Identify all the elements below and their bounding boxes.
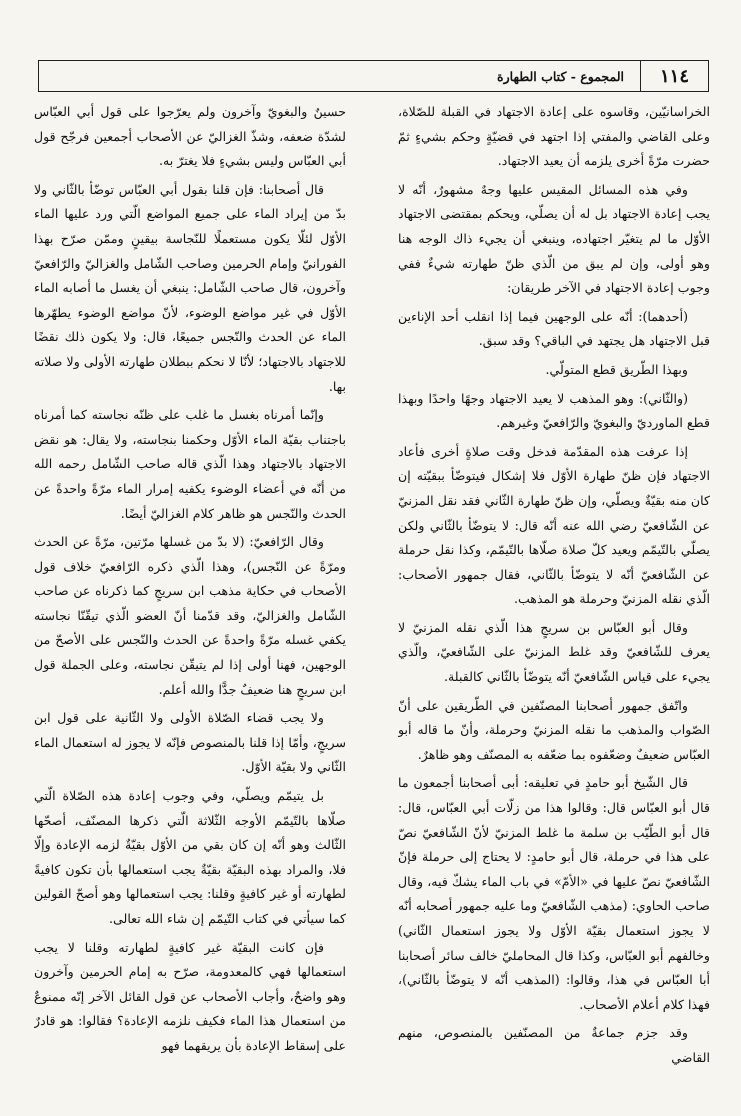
paragraph: الخراسانيّين، وقاسوه على إعادة الاجتهاد في القبلة للصّلاة، وعلى القاضي والمفتي إذا اجتهد في قضيّةٍ وحكم بشيءٍ ثمّ حضرت مرّةً أخرى يلزمه أن يعيد الاجتهاد. bbox=[398, 104, 710, 169]
paragraph: فإن كانت البقيّة غير كافيةٍ لطهارته وقلنا لا يجب استعمالها فهي كالمعدومة، صرّح به إمام الحرمين وآخرون وهو واضحٌ، وأجاب الأصحاب عن قول القائل الآخر إنّه ممنوعٌ من استعمال هذا الماء فكيف نلزمه الإعادة؟ فقالوا: هو قادرٌ على إسقاط الإعادة بأن يريقهما فهو bbox=[34, 939, 346, 1053]
paragraph: إذا عرفت هذه المقدّمة فدخل وقت صلاةٍ أخرى فأعاد الاجتهاد فإن ظنّ طهارة الأوّل فلا إشكال فيتوضّأ ببقيّته إن كان منه بقيّةٌ ويصلّي، وإن ظنّ طهارة الثّاني فقد نقل المزنيّ عن الشّافعيّ رضي الله عنه أنّه قال: لا يتوضّأ بالثّاني ولكن يصلّي بالتّيمّم ويعيد كلّ صلاة صلّاها بالتّيمّم، وكذا نقل حرملة عن الشّافعيّ أنّه لا يتوضّأ بالثّاني، فقال جمهور الأصحاب: الّذي نقله المزنيّ وحرملة هو المذهب. bbox=[398, 443, 710, 607]
paragraph: وفي هذه المسائل المقيس عليها وجهٌ مشهورٌ، أنّه لا يجب إعادة الاجتهاد بل له أن يصلّي، ويحكم بمقتضى الاجتهاد الأوّل ما لم يتغيّر اجتهاده، وينبغي أن يجيء ذاك الوجه هنا وهو أولى، وإن لم يبق من الّذي ظنّ طهارته شيءٌ ففي وجوب إعادة الاجتهاد في الآخر طريقان: bbox=[398, 181, 710, 296]
paragraph: بل يتيمّم ويصلّي، وفي وجوب إعادة هذه الصّلاة الّتي صلّاها بالتّيمّم الأوجه الثّلاثة الّتي ذكرها المصنّف، أصحّها الثّالث وهو أنّه إن كان بقي من الأوّل بقيّةٌ لزمه الإعادة وإلّا فلا، والمراد بهذه البقيّة بقيّةٌ يجب استعمالها بأن تكون كافيةً لطهارته أو غير كافيةٍ وقلنا: يجب استعمالها وهو أصحّ القولين كما سيأتي في كتاب التّيمّم إن شاء الله تعالى. bbox=[34, 788, 346, 926]
right-column bbox=[398, 100, 710, 1100]
page-header bbox=[38, 60, 709, 92]
paragraph: واتّفق جمهور أصحابنا المصنّفين في الطّريقين على أنّ الصّواب والمذهب ما نقله المزنيّ وحرملة، وأنّ ما قاله أبو العبّاس ضعيفٌ وضعّفوه بما ضعّفه به المصنّف وهو ظاهرٌ. bbox=[398, 697, 710, 762]
paragraph: ولا يجب قضاء الصّلاة الأولى ولا الثّانية على قول ابن سريجٍ، وأمّا إذا قلنا بالمنصوص فإنّه لا يجوز له استعمال الماء الثّاني ولا بقيّة الأوّل. bbox=[34, 710, 346, 775]
paragraph: (أحدهما): أنّه على الوجهين فيما إذا انقلب أحد الإناءين قبل الاجتهاد هل يجتهد في الباقي؟ وقد سبق. bbox=[398, 308, 710, 349]
paragraph: قال أصحابنا: فإن قلنا بقول أبي العبّاس توضّأ بالثّاني ولا بدّ من إيراد الماء على جميع المواضع الّتي ورد عليها الماء الأوّل لئلّا يكون مستعملًا للنّجاسة بيقينٍ وممّن صرّح بهذا الفورانيّ وإمام الحرمين وصاحب الشّامل والغزاليّ والرّافعيّ وآخرون، قال صاحب الشّامل: ينبغي أن يغسل ما أصابه الماء الأوّل في غير مواضع الوضوء، لأنّ مواضع الوضوء يطهّرها الماء عن الحدث والنّجس جميعًا، قال: ولا يكون ذلك نقضًا للاجتهاد بالاجتهاد؛ لأنّا لا نحكم ببطلان طهارته الأولى ولا صلاته بها. bbox=[34, 181, 346, 394]
paragraph: وبهذا الطّريق قطع المتولّي. bbox=[545, 361, 688, 377]
page-number: ١١٤ bbox=[640, 61, 708, 91]
paragraph: حسينٌ والبغويّ وآخرون ولم يعرّجوا على قول أبي العبّاس لشدّة ضعفه، وشذّ الغزاليّ عن الأصحاب أجمعين فرجّح قول أبي العبّاس وليس بشيءٍ فلا يغترّ به. bbox=[34, 104, 346, 169]
paragraph: وإنّما أمرناه بغسل ما غلب على ظنّه نجاسته كما أمرناه باجتناب بقيّة الماء الأوّل وحكمنا بنجاسته، ولا يقال: هو نقض الاجتهاد بالاجتهاد وهذا الّذي قاله صاحب الشّامل رحمه الله من أنّه في أعضاء الوضوء يكفيه إمرار الماء مرّةً واحدةً عن الحدث والنّجس هو ظاهر كلام الغزاليّ أيضًا. bbox=[34, 407, 346, 521]
paragraph: وقال أبو العبّاس بن سريجٍ هذا الّذي نقله المزنيّ لا يعرف للشّافعيّ وقد غلط المزنيّ على الشّافعيّ، والّذي يجيء على قياس الشّافعيّ أنّه يتوضّأ بالثّاني كالقبلة. bbox=[398, 619, 710, 685]
paragraph: وقد جزم جماعةٌ من المصنّفين بالمنصوص، منهم القاضي bbox=[398, 1025, 710, 1065]
running-title: المجموع - كتاب الطهارة bbox=[497, 68, 624, 84]
paragraph: (والثّاني): وهو المذهب لا يعيد الاجتهاد وجهًا واحدًا وبهذا قطع الماورديّ والبغويّ والرّافعيّ وغيرهم. bbox=[398, 390, 710, 431]
paragraph: قال الشّيخ أبو حامدٍ في تعليقه: أبى أصحابنا أجمعون ما قال أبو العبّاس قال: وقالوا هذا من زلّات أبي العبّاس، قال: قال أبو الطّيّب بن سلمة ما غلط المزنيّ لأنّ الشّافعيّ نصّ على هذا في حرملة، قال أبو حامدٍ: لا يحتاج إلى حرملة فإنّ الشّافعيّ نصّ عليها في «الأمّ» في باب الماء يشكّ فيه، وقال صاحب الحاوي: (مذهب الشّافعيّ وما عليه جمهور أصحابه أنّه لا يجوز استعمال بقيّة الأوّل ولا يجوز استعمال الثّاني) وخالفهم أبو العبّاس، وكذا قال المحامليّ خالف سائر أصحابنا أبا العبّاس في هذا، وقالوا: (المذهب أنّه لا يتوضّأ بالثّاني)، فهذا كلام أعلام الأصحاب. bbox=[398, 775, 710, 1012]
paragraph: وقال الرّافعيّ: (لا بدّ من غسلها مرّتين، مرّةً عن الحدث ومرّةً عن النّجس)، وهذا الّذي ذكره الرّافعيّ خلاف قول الأصحاب في حكاية مذهب ابن سريجٍ كما ذكرناه عن صاحب الشّامل والغزاليّ، وقد قدّمنا أنّ العضو الّذي تيقّنّا نجاسته يكفي غسله مرّةً واحدةً عن الحدث والنّجس على الأصحّ من الوجهين، فهنا أولى إذا لم يتيقّن نجاسته، وعلى الجملة قول ابن سريجٍ هنا ضعيفٌ جدًّا والله أعلم. bbox=[34, 534, 346, 697]
left-column bbox=[34, 100, 346, 1100]
